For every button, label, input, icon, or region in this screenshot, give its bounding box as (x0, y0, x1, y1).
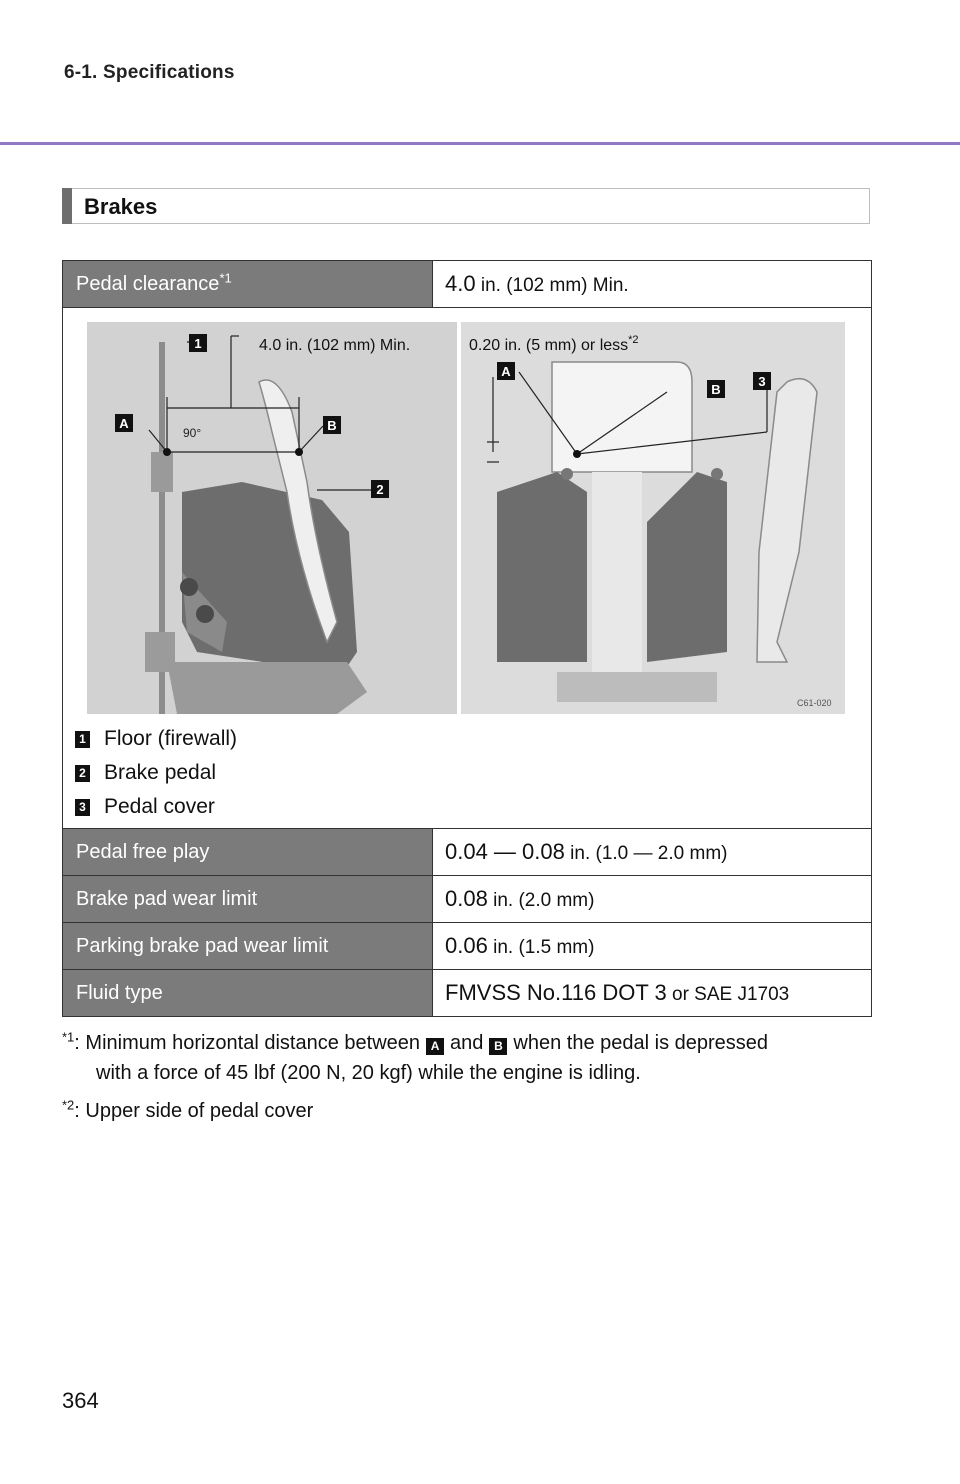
pedal-diagram-svg (87, 322, 845, 714)
legend-number-badge: 3 (75, 799, 90, 816)
legend-item (75, 790, 237, 824)
svg-text:A: A (501, 364, 511, 379)
svg-text:B: B (327, 418, 337, 433)
svg-text:1: 1 (194, 336, 202, 351)
svg-text:2: 2 (376, 482, 384, 497)
callout-a-right (497, 362, 515, 380)
table-row (63, 876, 872, 923)
figure-row (63, 308, 872, 829)
callout-a-left (115, 414, 133, 432)
section-heading-bar (62, 188, 870, 224)
callout-b-right (707, 380, 725, 398)
page-number: 364 (62, 1388, 99, 1413)
point-a-badge: A (426, 1038, 444, 1055)
spec-value (433, 923, 872, 970)
spec-value-main: 0.08 (445, 886, 488, 911)
spec-value (433, 829, 872, 876)
callout-b-left (323, 416, 341, 434)
spec-label: Brake pad wear limit (63, 876, 433, 923)
spec-value (433, 261, 872, 308)
footnote-text: with a force of 45 lbf (200 N, 20 kgf) while the engine is idling. (96, 1062, 641, 1084)
legend-number-badge: 2 (75, 765, 90, 782)
svg-text:3: 3 (758, 374, 766, 389)
footnote-marker: *1 (62, 1029, 75, 1045)
right-bracket-left (497, 472, 587, 662)
table-row (63, 970, 872, 1017)
legend-item (75, 722, 237, 756)
svg-text:A: A (119, 416, 129, 431)
figure-cell (63, 308, 872, 829)
dimension-left-text: 4.0 in. (102 mm) Min. (259, 337, 411, 354)
footnote-marker: *1 (219, 270, 232, 286)
callout-3-right (753, 372, 771, 390)
table-row (63, 261, 872, 308)
footnote-text: : Minimum horizontal distance between (74, 1032, 421, 1054)
pedal-cover-shape (552, 362, 692, 472)
legend-number-badge: 1 (75, 731, 90, 748)
legend-item (75, 756, 237, 790)
spec-label: Pedal free play (63, 829, 433, 876)
spec-value-units: in. (1.0 — 2.0 mm) (564, 843, 728, 864)
spec-value (433, 876, 872, 923)
legend-text: Floor (firewall) (104, 727, 238, 750)
spec-value-units: in. (102 mm) Min. (475, 275, 629, 296)
brakes-spec-table (62, 260, 872, 1017)
spec-value-units: or SAE J1703 (666, 984, 790, 1005)
spec-value-units: in. (2.0 mm) (487, 890, 595, 911)
figure-legend (75, 722, 237, 824)
pedal-bracket (182, 482, 357, 674)
table-row (63, 829, 872, 876)
spec-value-units: in. (1.5 mm) (487, 937, 595, 958)
footnote-text: and (450, 1032, 484, 1054)
legend-text: Pedal cover (104, 795, 215, 818)
angle-label: 90° (183, 426, 202, 440)
spec-value-main: 0.04 — 0.08 (445, 839, 565, 864)
panel-gap (457, 322, 461, 714)
svg-text:B: B (711, 382, 721, 397)
footnote-marker: *2 (62, 1097, 75, 1113)
legend-text: Brake pedal (104, 761, 217, 784)
spec-label: Fluid type (63, 970, 433, 1017)
spec-value-main: 4.0 (445, 271, 476, 296)
spec-value (433, 970, 872, 1017)
running-header: 6-1. Specifications (64, 62, 235, 83)
pedal-clearance-illustration (87, 322, 845, 714)
figure-code: C61-020 (797, 698, 832, 708)
heading-accent (62, 188, 72, 224)
footnote-text: : Upper side of pedal cover (74, 1100, 314, 1122)
header-rule (0, 142, 960, 145)
footnote-2 (62, 1097, 882, 1123)
table-row (63, 923, 872, 970)
footnote-1 (62, 1028, 882, 1088)
callout-2-left (371, 480, 389, 498)
spec-label (63, 261, 433, 308)
dimension-right-text: 0.20 in. (5 mm) or less$^{*2}$ (469, 334, 639, 354)
footnote-text: when the pedal is depressed (513, 1032, 769, 1054)
spec-value-main: FMVSS No.116 DOT 3 (445, 980, 667, 1005)
spec-label-text: Pedal clearance (76, 273, 220, 295)
point-b-badge: B (489, 1038, 507, 1055)
spec-label: Parking brake pad wear limit (63, 923, 433, 970)
spec-value-main: 0.06 (445, 933, 488, 958)
section-title: Brakes (84, 194, 158, 219)
callout-1-left (189, 334, 207, 352)
